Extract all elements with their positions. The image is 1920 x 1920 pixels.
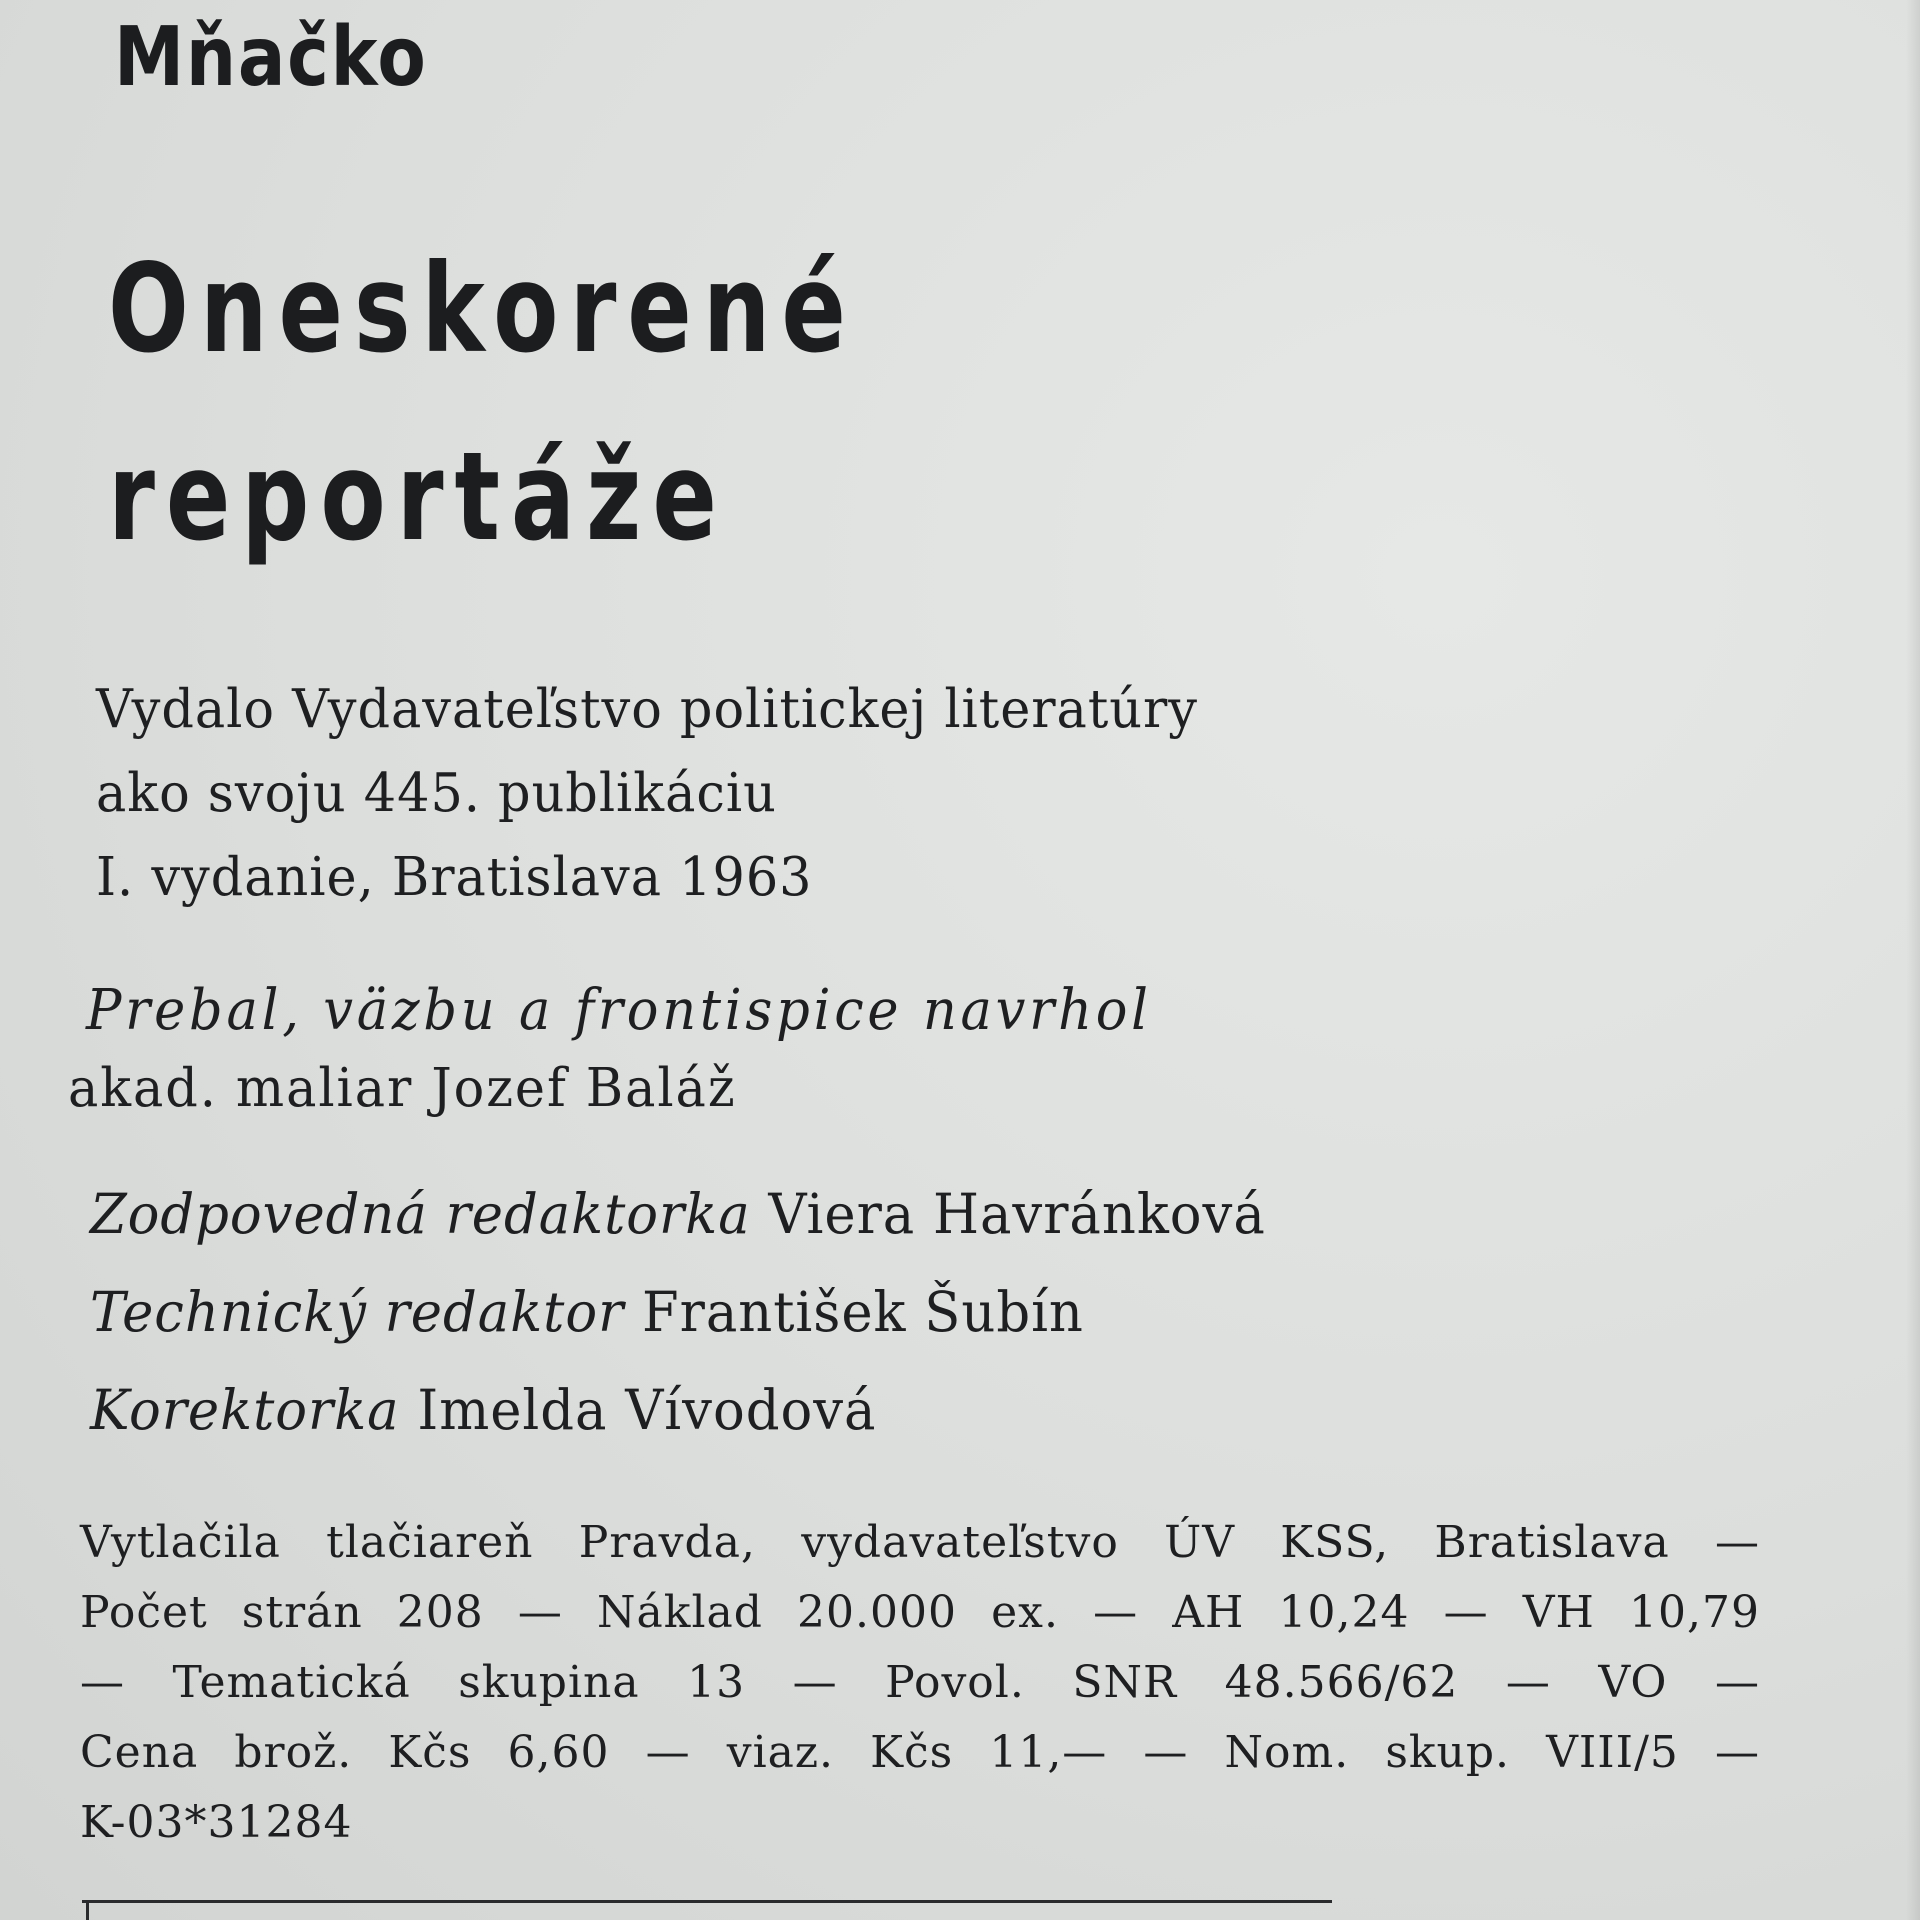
credit-role: Korektorka <box>90 1378 400 1442</box>
credit-person: Imelda Vívodová <box>417 1378 877 1442</box>
imprint-line: Vytlačila tlačiareň Pravda, vydavateľstvo ÚV KSS, Bratislava — <box>80 1517 1760 1568</box>
divider-rule-tick <box>86 1900 89 1920</box>
book-title-line-1: Oneskorené <box>108 238 857 380</box>
credit-role: Technický redaktor <box>90 1280 625 1344</box>
imprint-line: Počet strán 208 — Náklad 20.000 ex. — AH 10,24 — VH 10,79 <box>80 1587 1760 1638</box>
design-credit-line-1: Prebal, väzbu a frontispice navrhol <box>86 978 1152 1043</box>
credit-technical-editor <box>90 1280 1084 1344</box>
credit-proofreader <box>90 1378 876 1442</box>
credit-editor <box>90 1182 1266 1246</box>
author-name: Mňačko <box>114 10 428 105</box>
imprint-line: K-03*31284 <box>80 1797 353 1848</box>
publication-line-1: Vydalo Vydavateľstvo politickej literatúry <box>96 679 1198 740</box>
credit-person: Viera Havránková <box>768 1182 1266 1246</box>
page-edge-shadow <box>1906 0 1920 1920</box>
publication-info <box>96 668 1198 920</box>
publication-line-2: ako svoju 445. publikáciu <box>96 763 777 824</box>
book-title-line-2: reportáže <box>108 426 728 568</box>
publication-line-3: I. vydanie, Bratislava 1963 <box>96 847 813 908</box>
design-credit-line-2: akad. maliar Jozef Baláž <box>68 1058 737 1119</box>
imprint-line: Cena brož. Kčs 6,60 — viaz. Kčs 11,— — Nom. skup. VIII/5 — <box>80 1727 1760 1778</box>
book-title <box>108 215 857 591</box>
divider-rule <box>82 1900 1332 1903</box>
credit-person: František Šubín <box>642 1280 1084 1344</box>
imprint-line: — Tematická skupina 13 — Povol. SNR 48.566/62 — VO — <box>80 1657 1760 1708</box>
printing-imprint <box>80 1508 1760 1858</box>
credit-role: Zodpovedná redaktorka <box>90 1182 751 1246</box>
